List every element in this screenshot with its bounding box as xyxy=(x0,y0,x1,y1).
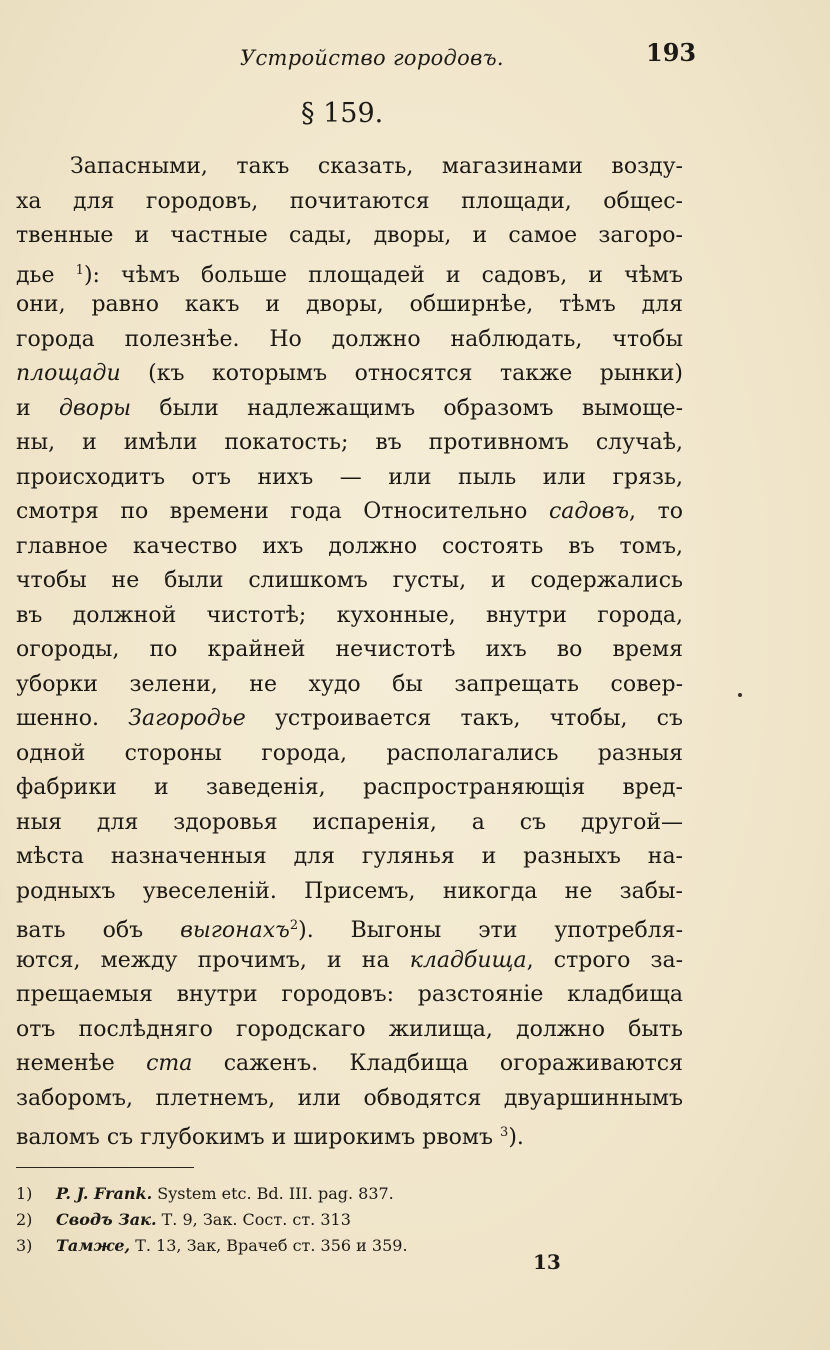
footnote: 1) P. J. Frank. System etc. Bd. III. pag. 837. xyxy=(16,1184,394,1203)
text-line: неменѣе ста саженъ. Кладбища огораживаются xyxy=(16,1051,683,1076)
text-line: чтобы не были слишкомъ густы, и содержались xyxy=(16,568,683,593)
footnote-ref: 3 xyxy=(500,1125,509,1140)
text-line: они, равно какъ и дворы, обширнѣе, тѣмъ для xyxy=(16,292,683,317)
text-line: прещаемыя внутри городовъ: разстояніе кладбища xyxy=(16,982,683,1007)
text-line: мѣста назначенныя для гулянья и разныхъ на- xyxy=(16,844,683,869)
text-line: родныхъ увеселеній. Присемъ, никогда не забы- xyxy=(16,878,683,904)
text-line: твенные и частные сады, дворы, и самое загоро- xyxy=(16,223,683,248)
footnote: 3) Тамже, Т. 13, Зак, Врачеб ст. 356 и 359. xyxy=(16,1236,408,1255)
text-line: ныя для здоровья испаренія, а съ другой— xyxy=(16,809,683,835)
emphasis: ста xyxy=(146,1051,193,1076)
emphasis: Загородье xyxy=(128,706,246,731)
paper-speck xyxy=(738,693,742,697)
text-line: огороды, по крайней нечистотѣ ихъ во время xyxy=(16,637,683,662)
emphasis: кладбища xyxy=(409,947,527,973)
text-line: дье $^1$): чѣмъ больше площадей и садовъ, и чѣмъ xyxy=(16,262,683,288)
signature-mark: 13 xyxy=(533,1250,561,1274)
emphasis: площади xyxy=(16,361,121,386)
text-line: валомъ съ глубокимъ и широкимъ рвомъ $^3$). xyxy=(16,1125,524,1150)
emphasis: садовъ xyxy=(548,499,630,524)
text-line: города полезнѣе. Но должно наблюдать, чтобы xyxy=(16,326,683,352)
text-line: главное качество ихъ должно состоять въ томъ, xyxy=(16,533,683,559)
text-line: площади (къ которымъ относятся также рынки) xyxy=(16,361,683,386)
text-line: ха для городовъ, почитаются площади, общес- xyxy=(16,188,683,214)
text-line: одной стороны города, располагались разныя xyxy=(16,740,683,766)
text-line: фабрики и заведенія, распространяющія вред- xyxy=(16,775,683,800)
text-line: происходитъ отъ нихъ — или пыль или грязь, xyxy=(16,464,683,490)
text-line: заборомъ, плетнемъ, или обводятся двуаршиннымъ xyxy=(16,1085,683,1111)
footnote: 2) Сводъ Зак. Т. 9, Зак. Сост. ст. 313 xyxy=(16,1210,351,1229)
text-line: отъ послѣдняго городскаго жилища, должно быть xyxy=(16,1016,683,1042)
section-heading: § 159. xyxy=(301,98,384,129)
text-line: вать объ выгонахъ$^2$). Выгоны эти употребля- xyxy=(16,918,683,943)
footnote-ref: 2 xyxy=(289,918,299,933)
footnote-divider xyxy=(16,1167,194,1168)
emphasis: выгонахъ xyxy=(180,918,290,943)
text-line: шенно. Загородье устроивается такъ, чтобы, съ xyxy=(16,706,683,731)
text-line: уборки зелени, не худо бы запрещать совер- xyxy=(16,671,683,697)
text-line: ны, и имѣли покатость; въ противномъ случаѣ, xyxy=(16,430,683,455)
page-number: 193 xyxy=(646,38,697,67)
text-line: смотря по времени года Относительно садовъ, то xyxy=(16,499,683,524)
text-line: и дворы были надлежащимъ образомъ вымоще- xyxy=(16,395,683,421)
text-line: ются, между прочимъ, и на кладбища, строго за- xyxy=(16,947,683,973)
running-header: Устройство городовъ. xyxy=(240,46,504,70)
text-line: въ должной чистотѣ; кухонные, внутри города, xyxy=(16,602,683,628)
emphasis: дворы xyxy=(59,395,132,421)
footnote-ref: 1 xyxy=(75,262,84,278)
text-line: Запасными, такъ сказать, магазинами возду- xyxy=(70,154,683,179)
